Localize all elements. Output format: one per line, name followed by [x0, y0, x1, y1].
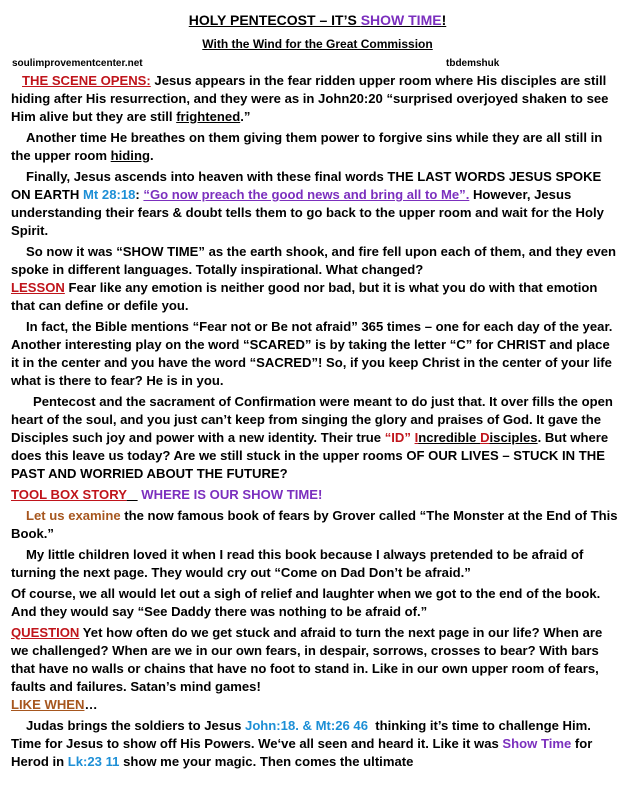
scripture-ref-mt-28: Mt 28:18 — [83, 187, 136, 202]
id-word: “ID” — [384, 430, 411, 445]
paragraph-judas — [11, 717, 620, 771]
website-label: soulimprovementcenter.net — [12, 58, 143, 69]
judas-text-3: for Herod in — [11, 736, 593, 769]
question-label: QUESTION — [11, 625, 80, 640]
lesson-label: LESSON — [11, 280, 65, 295]
document-body — [11, 72, 620, 771]
like-when-dots: … — [84, 697, 98, 712]
pentecost-end: . But where does this leave us today? Are we still stuck in the upper rooms OF OUR LIVES – STUCK IN THE PAST AND WORRIED ABOUT THE FUTURE? — [11, 430, 609, 481]
disciples-rest: isciples — [489, 430, 538, 445]
scene-opens-end: .” — [240, 109, 251, 124]
paragraph-children: My little children loved it when I read this book because I always pretended to be afraid of turning the next page. They would cry out “Come on Dad Don’t be afraid.” — [11, 547, 584, 580]
author-label: tbdemshuk — [446, 58, 500, 69]
title-end: ! — [441, 12, 447, 28]
paragraph-question — [11, 624, 620, 696]
frightened-word: frightened — [176, 109, 241, 124]
title-main: HOLY PENTECOST – IT’S — [188, 12, 361, 28]
judas-text-2: thinking it’s time to challenge Him. Time for Jesus to show off His Powers. We‘ve all seen and heard it. Like it was — [11, 718, 595, 751]
hiding-word: hiding — [110, 148, 150, 163]
paragraph-show-time: So now it was “SHOW TIME” as the earth shook, and fire fell upon each of them, and they even spoke in different languages. Totally inspirational. What changed? — [11, 244, 617, 277]
show-time-heading: WHERE IS OUR SHOW TIME! — [141, 487, 323, 502]
ascends-text: Finally, Jesus ascends into heaven with these final words THE LAST WORDS JESUS SPOKE ON EARTH — [11, 169, 602, 202]
incredible-rest: ncredible — [418, 430, 481, 445]
question-text: Yet how often do we get stuck and afraid to turn the next page in our life? When are we challenged? When are we in our own fears, in despair, sorrows, crosses to bear? With bars that have no walls or chains that have no foot to stand in. Like in our own upper room of fears, faults and failures. Satan’s mind games! — [11, 625, 603, 694]
paragraph-ascends — [11, 168, 620, 240]
scripture-ref-lk-23: Lk:23 11 — [67, 754, 120, 769]
examine-text: the now famous book of fears by Grover called “The Monster at the End of This Book.” — [11, 508, 618, 541]
paragraph-scene-opens — [11, 72, 620, 126]
judas-text-1: Judas brings the soldiers to Jesus — [26, 718, 246, 733]
tool-box-label: TOOL BOX STORY — [11, 487, 127, 502]
ascends-colon: : — [135, 187, 144, 202]
like-when-label: LIKE WHEN — [11, 697, 85, 712]
scripture-ref-john-18: John:18. & Mt:26 46 — [245, 718, 368, 733]
pentecost-text: Pentecost and the sacrament of Confirmation were meant to do just that. It over fills the open heart of the soul, and you just can’t keep from singing the glory and praises of God. It gave the Disciples such joy and power with a new identity. Their true — [11, 394, 613, 445]
paragraph-lesson — [11, 279, 620, 315]
breathes-text: Another time He breathes on them giving them power to forgive sins while they are all still in the upper room — [11, 130, 603, 163]
title-highlight: SHOW TIME — [360, 12, 442, 28]
page-title — [0, 12, 635, 28]
examine-lead: Let us examine — [26, 508, 121, 523]
page-subtitle: With the Wind for the Great Commission — [202, 37, 433, 51]
great-commission-quote: “Go now preach the good news and bring all to Me”. — [143, 187, 470, 202]
paragraph-like-when — [11, 696, 620, 714]
scene-opens-text: Jesus appears in the fear ridden upper room where His disciples are still hiding after His resurrection, and they were as in John20:20 “surprised overjoyed shaken to see Him alive but they are still — [11, 73, 609, 124]
disciples-d: D — [480, 430, 490, 445]
lesson-text: Fear like any emotion is neither good nor bad, but it is what you do with that emotion that can define or defile you. — [11, 280, 598, 313]
paragraph-of-course: Of course, we all would let out a sigh of relief and laughter when we got to the end of the book. And they would say “See Daddy there was nothing to be afraid of.” — [11, 586, 601, 619]
paragraph-pentecost — [11, 393, 620, 483]
incredible-i: I — [414, 430, 419, 445]
paragraph-examine — [11, 507, 620, 543]
paragraph-breathes — [11, 129, 620, 165]
paragraph-tool-box — [11, 486, 620, 504]
judas-text-4: show me your magic. Then comes the ultimate — [119, 754, 414, 769]
tool-box-spacer — [127, 487, 138, 502]
paragraph-fear-not: In fact, the Bible mentions “Fear not or Be not afraid” 365 times – one for each day of the year. Another interesting play on the word “SCARED” is by taking the letter “C” for CHRIST and place it in the center and you have the word “SACRED”! So, if you keep Christ in the center of your life what is there to fear? He is in you. — [11, 319, 613, 388]
scene-opens-label: THE SCENE OPENS: — [22, 73, 151, 88]
ascends-end: However, Jesus understanding their fears & doubt tells them to go back to the upper room and wait for the Holy Spirit. — [11, 187, 604, 238]
breathes-end: . — [149, 148, 154, 163]
show-time-phrase: Show Time — [502, 736, 572, 751]
